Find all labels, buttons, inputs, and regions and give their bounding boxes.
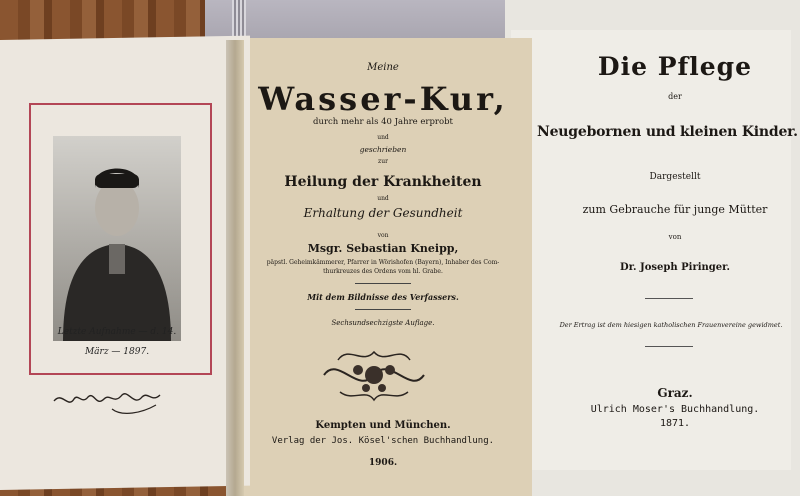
center-portrait-note: Mit dem Bildnisse des Verfassers. xyxy=(307,292,459,302)
right-der: der xyxy=(668,92,682,101)
right-divider-1 xyxy=(645,298,693,299)
center-divider-1 xyxy=(355,283,411,284)
ornament-vignette xyxy=(318,340,430,410)
right-von: von xyxy=(668,233,682,241)
photo-caption: Letzte Aufnahme — d. 14. März — 1897. xyxy=(57,327,177,357)
center-line5: geschrieben xyxy=(359,145,407,154)
center-publisher: Verlag der Jos. Kösel'schen Buchhandlung. xyxy=(271,436,495,446)
center-edition: Sechsundsechzigste Auflage. xyxy=(331,319,435,327)
right-publisher: Ulrich Moser's Buchhandlung. xyxy=(590,404,760,415)
book-gutter xyxy=(226,40,244,496)
center-line8: und xyxy=(377,195,389,202)
right-note: Der Ertrag ist dem hiesigen katholischen Frauenvereine gewidmet. xyxy=(559,321,783,329)
center-author-desc2: thurkreuzes des Ordens vom hl. Grabe. xyxy=(323,268,443,275)
right-purpose: zum Gebrauche für junge Mütter xyxy=(582,203,768,216)
center-meine: Meine xyxy=(367,62,399,73)
center-year: 1906. xyxy=(368,458,398,468)
center-place: Kempten und München. xyxy=(315,420,451,431)
center-line6: zur xyxy=(378,158,388,165)
center-line7: Heilung der Krankheiten xyxy=(284,174,482,190)
right-subtitle: Neugebornen und kleinen Kinder. xyxy=(537,124,798,140)
center-line10: von xyxy=(377,232,389,239)
right-title: Die Pflege xyxy=(597,52,753,81)
cloth-fringe xyxy=(232,0,246,40)
right-dargestellt: Dargestellt xyxy=(649,172,701,182)
gray-cloth xyxy=(205,0,505,40)
center-line9: Erhaltung der Gesundheit xyxy=(303,206,463,220)
center-author: Msgr. Sebastian Kneipp, xyxy=(307,242,459,255)
right-city: Graz. xyxy=(657,386,693,400)
right-year: 1871. xyxy=(659,418,691,429)
center-line3: durch mehr als 40 Jahre erprobt xyxy=(313,117,453,127)
center-author-desc1: päpstl. Geheimkämmerer, Pfarrer in Wörishofen (Bayern), Inhaber des Com- xyxy=(266,259,500,266)
center-title: Wasser-Kur, xyxy=(258,80,508,118)
center-divider-2 xyxy=(355,309,411,310)
right-divider-2 xyxy=(645,346,693,347)
handwritten-signature xyxy=(52,383,164,417)
right-author: Dr. Joseph Piringer. xyxy=(620,262,730,273)
center-line4: und xyxy=(377,134,389,141)
